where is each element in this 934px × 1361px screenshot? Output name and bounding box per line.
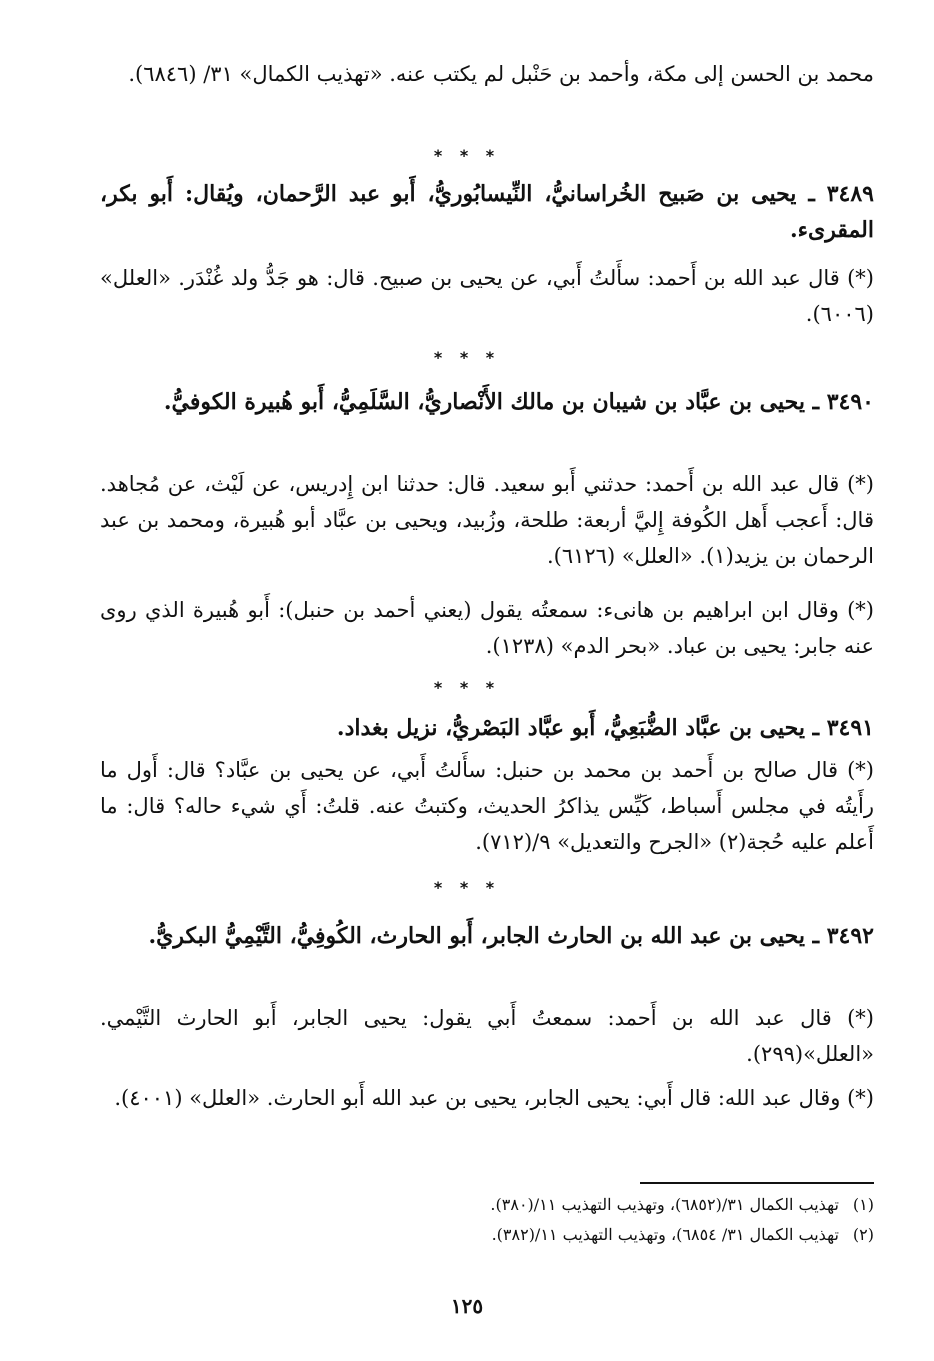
section-separator: * * * (433, 348, 501, 367)
section-separator: * * * (433, 146, 501, 165)
entry-heading-3491: ٣٤٩١ ـ يحيى بن عبَّاد الضُّبَعِيُّ، أَبو عبَّاد البَصْريُّ، نزيل بغداد. (336, 715, 874, 741)
entry-heading-3492: ٣٤٩٢ ـ يحيى بن عبد الله بن الحارث الجابر، أَبو الحارث، الكُوفِيُّ، التَّيْمِيُّ البكريُّ. (148, 923, 874, 949)
section-separator: * * * (433, 678, 501, 697)
entry-paragraph: (*) قال عبد الله بن أَحمد: سمعتُ أَبي يقول: يحيى الجابر، أَبو الحارث التَّيْمي. «العلل»(٢٩٩). (100, 1006, 874, 1066)
entry-paragraph: (*) وقال عبد الله: قال أَبي: يحيى الجابر، يحيى بن عبد الله أَبو الحارث. «العلل» (٤٠٠١). (114, 1086, 874, 1110)
entry-heading-3489: ٣٤٨٩ ـ يحيى بن صَبيح الخُراسانيُّ، النِّيسابُوريُّ، أَبو عبد الرَّحمان، ويُقال: أَبو بكر، المقرىء. (100, 181, 874, 243)
footnote-text: تهذيب الكمال ٣١/(٦٨٥٢)، وتهذيب التهذيب ١١/(٣٨٠). (490, 1195, 839, 1214)
footnote-number: (٢) (852, 1225, 874, 1244)
entry-heading-3490: ٣٤٩٠ ـ يحيى بن عبَّاد بن شيبان بن مالك الأَنْصاريُّ، السَّلَمِيُّ، أَبو هُبيرة الكوفيُّ. (163, 389, 874, 415)
page-number: ١٢٥ (450, 1294, 484, 1318)
footnote (100, 1192, 874, 1218)
footnote (100, 1222, 874, 1248)
footnote-number: (١) (852, 1195, 874, 1214)
entry-paragraph: (*) قال عبد الله بن أَحمد: سأَلتُ أَبي، عن يحيى بن صبيح. قال: هو جَدُّ ولد غُنْدَر. «العلل» (٦٠٠٦). (100, 266, 874, 326)
section-separator: * * * (433, 878, 501, 897)
entry-paragraph: (*) قال عبد الله بن أَحمد: حدثني أَبو سعيد. قال: حدثنا ابن إِدريس، عن لَيْث، عن مُجاهد. قال: أَعجب أَهل الكُوفة إِليَّ أربعة: طلحة، وزُبيد، ويحيى بن عبَّاد أبو هُبيرة، ومحمد بن عبد الرحمان بن يزيد(١). «العلل» (٦١٢٦). (100, 472, 874, 568)
continuation-paragraph: محمد بن الحسن إلى مكة، وأحمد بن حَنْبل لم يكتب عنه. «تهذيب الكمال» ٣١/ (٦٨٤٦). (128, 62, 874, 86)
entry-paragraph: (*) قال صالح بن أَحمد بن محمد بن حنبل: سأَلتُ أَبي، عن يحيى بن عبَّاد؟ قال: أَول ما رأَيتُه في مجلس أَسباط، كَيِّس يذاكرُ الحديث، وكتبتُ عنه. قلتُ: أَي شيء حاله؟ قال: ما أَعلم عليه حُجة(٢) «الجرح والتعديل» ٩/(٧١٢). (100, 758, 874, 854)
footnote-divider (640, 1182, 874, 1184)
entry-paragraph: (*) وقال ابن ابراهيم بن هانىء: سمعتُه يقول (يعني أحمد بن حنبل): أَبو هُبيرة الذي روى عنه جابر: يحيى بن عباد. «بحر الدم» (١٢٣٨). (100, 598, 874, 658)
footnote-text: تهذيب الكمال ٣١/ ٦٨٥٤)، وتهذيب التهذيب ١١/(٣٨٢). (491, 1225, 839, 1244)
